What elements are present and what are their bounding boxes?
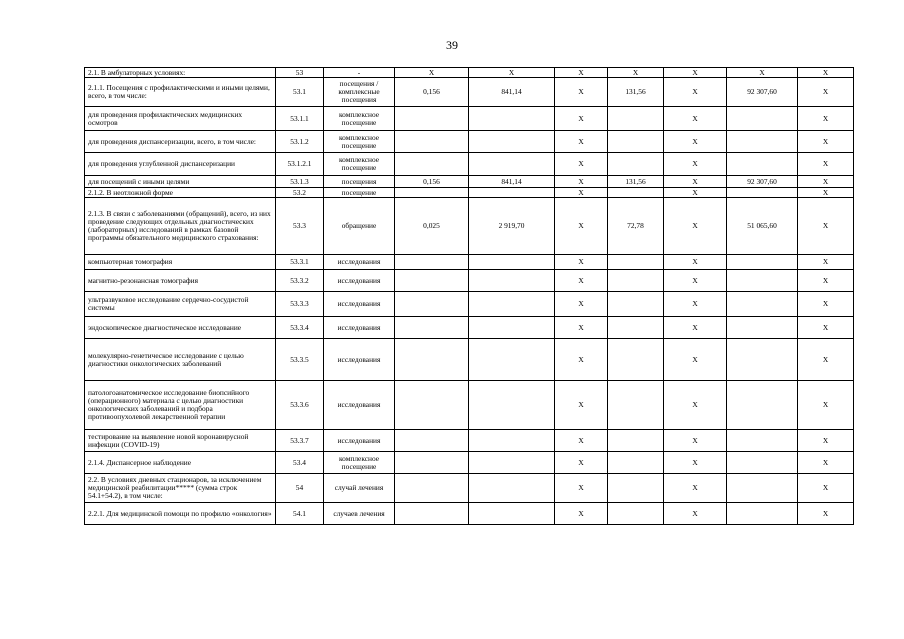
value-cell: 841,14 <box>469 176 555 188</box>
row-code-cell: 53.1.2.1 <box>276 153 324 176</box>
value-cell: X <box>664 176 727 188</box>
row-code-cell: 53.3.1 <box>276 255 324 270</box>
value-cell: 92 307,60 <box>727 78 798 107</box>
value-cell: X <box>798 131 854 153</box>
value-cell: X <box>798 317 854 339</box>
row-code-cell: 53.1.2 <box>276 131 324 153</box>
value-cell <box>608 474 664 503</box>
value-cell <box>727 188 798 198</box>
row-unit-cell: посещение <box>324 188 395 198</box>
row-name-cell: эндоскопическое диагностическое исследование <box>85 317 276 339</box>
value-cell <box>608 188 664 198</box>
value-cell <box>469 153 555 176</box>
row-unit-cell: комплексное посещение <box>324 131 395 153</box>
row-unit-cell: комплексное посещение <box>324 452 395 474</box>
row-code-cell: 53.1 <box>276 78 324 107</box>
row-unit-cell: комплексное посещение <box>324 153 395 176</box>
value-cell <box>469 317 555 339</box>
value-cell <box>727 503 798 525</box>
value-cell: 0,025 <box>395 198 469 255</box>
value-cell: X <box>664 131 727 153</box>
value-cell <box>608 255 664 270</box>
value-cell <box>727 452 798 474</box>
value-cell: X <box>664 292 727 317</box>
table-row <box>85 188 854 198</box>
value-cell: X <box>555 474 608 503</box>
row-unit-cell: исследования <box>324 317 395 339</box>
table-row <box>85 430 854 452</box>
value-cell: X <box>555 292 608 317</box>
table-row <box>85 474 854 503</box>
row-code-cell: 53.3.7 <box>276 430 324 452</box>
value-cell <box>395 270 469 292</box>
value-cell <box>727 255 798 270</box>
table-row <box>85 452 854 474</box>
value-cell <box>727 339 798 381</box>
row-unit-cell: исследования <box>324 270 395 292</box>
row-name-cell: компьютерная томография <box>85 255 276 270</box>
value-cell: X <box>664 339 727 381</box>
table-row <box>85 503 854 525</box>
row-name-cell: 2.1.1. Посещения с профилактическими и иными целями, всего, в том числе: <box>85 78 276 107</box>
value-cell: 72,78 <box>608 198 664 255</box>
row-code-cell: 53.3.4 <box>276 317 324 339</box>
value-cell <box>469 188 555 198</box>
value-cell: X <box>395 68 469 78</box>
value-cell: X <box>555 381 608 430</box>
value-cell <box>608 503 664 525</box>
row-code-cell: 53.3.6 <box>276 381 324 430</box>
value-cell: X <box>664 317 727 339</box>
value-cell: X <box>664 78 727 107</box>
value-cell: X <box>555 198 608 255</box>
value-cell: 0,156 <box>395 176 469 188</box>
value-cell <box>395 188 469 198</box>
row-code-cell: 53.1.3 <box>276 176 324 188</box>
value-cell <box>608 430 664 452</box>
table-row <box>85 339 854 381</box>
value-cell: 131,56 <box>608 176 664 188</box>
value-cell: X <box>727 68 798 78</box>
row-code-cell: 54.1 <box>276 503 324 525</box>
value-cell <box>727 107 798 131</box>
row-name-cell: 2.2.1. Для медицинской помощи по профилю «онкология» <box>85 503 276 525</box>
value-cell <box>395 292 469 317</box>
row-name-cell: для проведения углубленной диспансеризации <box>85 153 276 176</box>
value-cell: X <box>798 68 854 78</box>
value-cell: X <box>664 381 727 430</box>
table-row <box>85 176 854 188</box>
table-row <box>85 153 854 176</box>
value-cell: X <box>608 68 664 78</box>
value-cell <box>395 153 469 176</box>
row-unit-cell: исследования <box>324 430 395 452</box>
value-cell: X <box>798 270 854 292</box>
value-cell: X <box>798 292 854 317</box>
value-cell: X <box>664 452 727 474</box>
table-row <box>85 292 854 317</box>
value-cell <box>469 339 555 381</box>
value-cell <box>395 339 469 381</box>
table-row <box>85 381 854 430</box>
value-cell: X <box>798 198 854 255</box>
value-cell: X <box>664 255 727 270</box>
value-cell <box>608 131 664 153</box>
value-cell <box>469 430 555 452</box>
value-cell: X <box>798 452 854 474</box>
value-cell: 2 919,70 <box>469 198 555 255</box>
value-cell: X <box>798 107 854 131</box>
table-row <box>85 78 854 107</box>
row-name-cell: для проведения профилактических медицинских осмотров <box>85 107 276 131</box>
value-cell: X <box>664 474 727 503</box>
value-cell <box>395 107 469 131</box>
value-cell <box>727 381 798 430</box>
value-cell <box>469 381 555 430</box>
value-cell: X <box>555 452 608 474</box>
value-cell: 131,56 <box>608 78 664 107</box>
value-cell: X <box>555 270 608 292</box>
value-cell: X <box>555 339 608 381</box>
row-unit-cell: случаев лечения <box>324 503 395 525</box>
value-cell <box>469 131 555 153</box>
value-cell: X <box>798 474 854 503</box>
value-cell: X <box>664 188 727 198</box>
value-cell <box>608 107 664 131</box>
value-cell: X <box>555 78 608 107</box>
value-cell <box>395 452 469 474</box>
row-unit-cell: исследования <box>324 255 395 270</box>
row-name-cell: 2.1.2. В неотложной форме <box>85 188 276 198</box>
value-cell <box>727 270 798 292</box>
row-unit-cell: комплексное посещение <box>324 107 395 131</box>
value-cell: X <box>664 430 727 452</box>
value-cell <box>727 292 798 317</box>
value-cell: X <box>555 107 608 131</box>
value-cell: X <box>664 153 727 176</box>
value-cell <box>469 474 555 503</box>
value-cell: 0,156 <box>395 78 469 107</box>
row-code-cell: 53.3.5 <box>276 339 324 381</box>
value-cell: X <box>664 107 727 131</box>
value-cell: X <box>555 255 608 270</box>
data-table <box>84 67 854 525</box>
row-code-cell: 53.3.3 <box>276 292 324 317</box>
value-cell: X <box>555 188 608 198</box>
value-cell: X <box>664 198 727 255</box>
row-unit-cell: исследования <box>324 381 395 430</box>
value-cell <box>395 317 469 339</box>
table-row <box>85 270 854 292</box>
value-cell: 51 065,60 <box>727 198 798 255</box>
value-cell: X <box>555 68 608 78</box>
value-cell <box>727 131 798 153</box>
value-cell: X <box>798 78 854 107</box>
row-name-cell: 2.1. В амбулаторных условиях: <box>85 68 276 78</box>
table-row <box>85 68 854 78</box>
table-row <box>85 131 854 153</box>
value-cell <box>727 153 798 176</box>
value-cell <box>608 270 664 292</box>
value-cell: X <box>469 68 555 78</box>
page-number: 39 <box>446 38 458 52</box>
row-code-cell: 53 <box>276 68 324 78</box>
value-cell <box>469 503 555 525</box>
value-cell <box>608 381 664 430</box>
value-cell <box>727 317 798 339</box>
value-cell <box>469 270 555 292</box>
value-cell: X <box>798 176 854 188</box>
row-name-cell: 2.2. В условиях дневных стационаров, за исключением медицинской реабилитации***** (сумма строк 54.1+54.2), в том числе: <box>85 474 276 503</box>
table-row <box>85 255 854 270</box>
row-unit-cell: посещения <box>324 176 395 188</box>
row-unit-cell: посещения / комплексные посещения <box>324 78 395 107</box>
value-cell: 841,14 <box>469 78 555 107</box>
row-code-cell: 54 <box>276 474 324 503</box>
value-cell <box>395 430 469 452</box>
row-name-cell: для проведения диспансеризации, всего, в том числе: <box>85 131 276 153</box>
value-cell <box>469 255 555 270</box>
row-name-cell: для посещений с иными целями <box>85 176 276 188</box>
value-cell <box>395 255 469 270</box>
value-cell: X <box>555 317 608 339</box>
value-cell <box>469 107 555 131</box>
value-cell <box>727 430 798 452</box>
row-code-cell: 53.3 <box>276 198 324 255</box>
value-cell <box>395 381 469 430</box>
table-row <box>85 198 854 255</box>
row-name-cell: магнитно-резонансная томография <box>85 270 276 292</box>
value-cell: X <box>664 68 727 78</box>
row-unit-cell: исследования <box>324 292 395 317</box>
row-name-cell: тестирование на выявление новой коронавирусной инфекции (COVID-19) <box>85 430 276 452</box>
value-cell <box>395 474 469 503</box>
value-cell: 92 307,60 <box>727 176 798 188</box>
value-cell: X <box>664 270 727 292</box>
value-cell: X <box>798 153 854 176</box>
value-cell: X <box>555 430 608 452</box>
row-name-cell: 2.1.3. В связи с заболеваниями (обращений), всего, из них проведение следующих отдельных диагностических (лабораторных) исследований в рамках базовой программы обязательного медицинского страхования: <box>85 198 276 255</box>
value-cell: X <box>555 503 608 525</box>
value-cell <box>608 339 664 381</box>
row-code-cell: 53.3.2 <box>276 270 324 292</box>
table-row <box>85 107 854 131</box>
value-cell: X <box>555 131 608 153</box>
value-cell <box>469 452 555 474</box>
row-unit-cell: исследования <box>324 339 395 381</box>
value-cell: X <box>798 503 854 525</box>
value-cell <box>727 474 798 503</box>
value-cell <box>395 131 469 153</box>
row-code-cell: 53.2 <box>276 188 324 198</box>
value-cell <box>608 452 664 474</box>
value-cell <box>469 292 555 317</box>
value-cell <box>608 153 664 176</box>
row-code-cell: 53.1.1 <box>276 107 324 131</box>
table-row <box>85 317 854 339</box>
value-cell: X <box>798 381 854 430</box>
row-name-cell: 2.1.4. Диспансерное наблюдение <box>85 452 276 474</box>
row-name-cell: молекулярно-генетическое исследование с целью диагностики онкологических заболеваний <box>85 339 276 381</box>
value-cell <box>608 292 664 317</box>
row-name-cell: патологоанатомическое исследование биопсийного (операционного) материала с целью диагностики онкологических заболеваний и подбора противоопухолевой лекарственной терапии <box>85 381 276 430</box>
row-code-cell: 53.4 <box>276 452 324 474</box>
value-cell: X <box>555 153 608 176</box>
row-unit-cell: - <box>324 68 395 78</box>
value-cell: X <box>798 255 854 270</box>
value-cell: X <box>555 176 608 188</box>
row-unit-cell: случай лечения <box>324 474 395 503</box>
value-cell: X <box>798 188 854 198</box>
row-unit-cell: обращение <box>324 198 395 255</box>
value-cell: X <box>664 503 727 525</box>
row-name-cell: ультразвуковое исследование сердечно-сосудистой системы <box>85 292 276 317</box>
value-cell: X <box>798 430 854 452</box>
value-cell <box>608 317 664 339</box>
value-cell <box>395 503 469 525</box>
value-cell: X <box>798 339 854 381</box>
